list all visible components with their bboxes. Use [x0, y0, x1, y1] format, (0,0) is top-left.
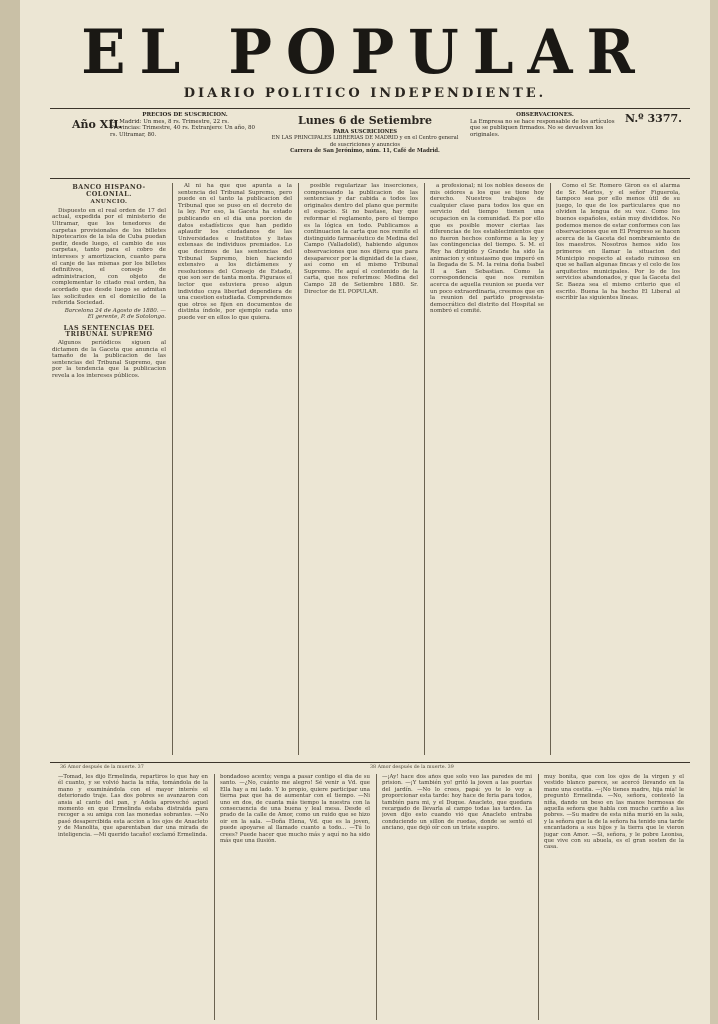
serial-column-1: —Tomad, les dijo Ermelinda, repartiros lo que hay en él cuanto, y se volvió hacia la niña, tomándola de la mano y examinándola con el mayor interés el deteriorado traje. Las dos pobres se avanzaron con ansia al canto del pan, y Adela aprovechó aquel momento en que Ermelinda estaba distraida para recoger a su amiga con las monedas sobrantes. —No pasó desapercibida esta accion a los ojos de Anacleto y de Manolita, que aparentaban dar una mirada de inteligencia. —Mi querido tacaño! exclamó Ermelinda.	[58, 774, 208, 838]
masthead-title: EL POPULAR	[81, 16, 649, 88]
subscription-points-title: PARA SUSCRICIONES	[332, 129, 398, 135]
column-1-heading-2: LAS SENTENCIAS DEL TRIBUNAL SUPREMO	[63, 323, 155, 339]
column-divider-2	[298, 183, 299, 755]
serial-divider-3	[538, 774, 539, 1020]
column-1-subheading: ANUNCIO.	[90, 199, 128, 206]
column-1-text-2: Algunos periódicos siguen al dictamen de la Gaceta que anuncia el tamaño de la publicacion de las sentencias del Tribunal Supremo, que por la tendencia que la publicacion revela a los intereses públicos.	[52, 340, 166, 380]
column-1-text: Dispuesto en el real orden de 17 del actual, expedida por el ministerio de Ultramar, que los tenedores de carpetas provisionales de los billetes hipotecarios de la isla de Cuba puedan pedir, desde luego, el cambio de sus carpetas, tanto para el cobro de intereses y amortizacion, cuanto para el canje de las mismas por los billetes definitivos, el consejo de administracion, con objeto de complementar lo citado real orden, ha acordado que desde luego se admitan las solicitudes en el domicilio de la referida Sociedad.	[52, 207, 166, 307]
column-4	[430, 183, 544, 755]
serial-column-2: bondadoso acento; venga a pasar contigo el día de su santo. —¿No, cuánto me alegro! Sé venir a Vd. que Ella hay a mi lado. Y lo propio, quiere participar una tierna paz que ha de aumentar con el tiempo. —Ni uno en dos, de cuanta más tiempo la nuestra con la consecuencia de una buena y leal mesa. Desde el prado de la calle de Amor, como un ruido que se hizo oir en la sala. —Doña Elena, Vd. que es la joven, puede apoyarse al llamado cuanto a todo... —Tú lo crees? Puede hacer que mucho más y aquí no ha sido más que una ilusión.	[220, 774, 370, 845]
masthead-subtitle: DIARIO POLITICO INDEPENDIENTE.	[183, 86, 547, 101]
prices-title: PRECIOS DE SUSCRICION.	[142, 112, 228, 118]
office-address: Carrera de San Jerónimo, núm. 11, Café de Madrid.	[290, 148, 440, 155]
observations-title: OBSERVACIONES.	[516, 112, 574, 118]
issue-number: N.º 3377.	[625, 112, 682, 125]
column-1	[52, 183, 166, 755]
column-5	[556, 183, 680, 755]
observations-box	[470, 112, 620, 172]
serial-footer-left: 36 Amor después de la muerte. 37	[60, 765, 144, 770]
column-4-text: a profesional; ni los nobles deseos de mis oidores a los que se tiene hoy derecho. Nuestros trabajos de cualquier clase para todos los que en servicio del tiempo tienen una ocupacion en la comunidad. Es por ello que es posible mover ciertas las diferencias de los establecimientos que no fueron hechos conforme a la ley y las contingencias del tiempo. S. M. el Rey ha dirigido y Grande ha sido la animacion y entusiasmo que imperó en la llegada de S. M. la reina doña Isabel II a San Sebastian. Como la correspondencia que nos remiten acerca de aquella reunion se pueda ver un poco extraordinaria, creemos que en la reunion del partido progresista-democrático del distrito del Hospital se nombró el comité.	[430, 183, 544, 315]
serial-footer-right: 38 Amor después de la muerte. 39	[370, 765, 454, 770]
prices-text: En Madrid: Un mes, 8 rs. Trimestre, 22 rs. Provincias: Trimestre, 40 rs. Extranjero: Un año, 80 rs. Ultramar, 80.	[110, 118, 256, 138]
prices-box	[110, 112, 260, 172]
year-label: Año XII.	[72, 118, 123, 131]
subscription-points-text: EN LAS PRINCIPALES LIBRERIAS DE MADRID y en el Centro general de suscriciones y anuncios	[271, 135, 459, 148]
serial-divider-1	[214, 774, 215, 1020]
column-5-text: Como el Sr. Romero Giron es el alarma de Sr. Martos, y el señor Figuerola, tampoco sea por ello menos útil de su juego, lo que de los particulares que no olviden la lengua de su voz. Como los buenos españoles, están muy divididos. No podemos menos de estar conformes con las observaciones que en El Progreso se hacen acerca de la Gaceta del nombramiento de los maestros. Nosotros hemos sido los primeros en llamar la situacion del Municipio respecto al estado ruinoso en que se hallan algunas fincas y el celo de los arquitectos municipales. Por lo de los servicios abandonados, y que la Gaceta del Sr. Baeza sea el mismo criterio que el escrito. Buena la ha hecho El Liberal al escribir las siguientes líneas.	[556, 183, 680, 302]
issue-date: Lunes 6 de Setiembre	[297, 114, 433, 127]
observations-text: La Empresa no se hace responsable de los artículos que se publiquen firmados. No se devuelven los originales.	[470, 118, 615, 138]
serial-divider-2	[376, 774, 377, 1020]
column-1-signature: Barcelona 24 de Agosto de 1880. — El gerente, P. de Sotolongo.	[64, 307, 166, 321]
column-1-heading: BANCO HISPANO-COLONIAL.	[72, 183, 146, 198]
column-divider-1	[172, 183, 173, 755]
column-3	[304, 183, 418, 755]
column-divider-4	[550, 183, 551, 755]
column-divider-3	[424, 183, 425, 755]
header-rule-top	[50, 108, 690, 109]
left-binding-edge	[0, 0, 21, 1024]
newspaper-page	[20, 0, 710, 1024]
column-2	[178, 183, 292, 755]
header-rule-bottom	[50, 178, 690, 179]
column-3-text: posible regularizar las inserciones, compensando la publicacion de las sentencias y dar cabida a todos los originales dentro del plano que permite el espacio. Si no bastase, hay que reformar el reglamento, pero el tiempo es la lógica en todo. Publicamos a continuacion la carta que nos remite el distinguido farmacéutico de Medina del Campo (Valladolid), habiendo algunos observaciones que nos dijera que para desaparecer por la dignidad de la clase, así como en el mismo Tribunal Supremo. He aquí el contenido de la carta, que nos referimos: Medina del Campo 28 de Setiembre 1880. Sr. Director de EL POPULAR.	[304, 183, 418, 295]
column-2-text: Al ni ha que que apunta a la sentencia del Tribunal Supremo, pero puede en el tanto la publicacion del Tribunal que se puso en el decreto de la ley. Por eso, la Gaceta ha estado publicando en el dia una porcion de datos estadísticos que han pedido aplaudir los ciudadanos de las Universidades e Institutos y listas extensas de individuos premiados. Lo que decimos de las sentencias del Tribunal Supremo, bien haciendo extensivo a los dictámenes y resoluciones del Consejo de Estado, que son ser de tanta monta. Figuraos el lector que estuviera preso algun individuo cuya libertad dependiera de una cuestion estudiada. Comprendemos que otros se fijen en documentos de distinta índole, por ejemplo cada uno puede ver en ellos lo que quiera.	[178, 183, 292, 321]
date-box	[270, 114, 460, 155]
serial-column-4: muy bonita, que con los ojos de la virgen y el vestido blanco parece, se acercó llevando en la mano una cestita. —¡No tienes madre, hija mía! le preguntó Ermelinda. —No, señora, contestó la niña, dando un beso en las manos hermosas de aquella señora que habla con mucho cariño a las pobres. —Su madre de esta niña murió en la sala, y la señora que la de la señora ha tenido una tarde encantadora a sus hijos y la tierra que le vieron jugar con Amor. —Si, señora, y le pobre Leonisa, que vive con su abuela, es el gran sosten de la casa.	[544, 774, 684, 851]
serial-column-3: —¡Ay! hace dos años que solo veo las paredes de mi prision. —¡Y también yo! gritó la joven a las puertas del jardín. —No lo crees, papá: yo te lo voy a proporcionar esta tarde: hoy hace de feria para todos, también para mi, y el Duque. Anacleto, que quedara recargado de llevarla al campo todas las tardes. La joven dijo esto cuando vió que Anacleto entraba conduciendo un sillon de ruedas, donde se sentó el anciano, que dejó oír con un triste suspiro.	[382, 774, 532, 832]
right-page-edge	[710, 0, 718, 1024]
serial-rule	[50, 762, 690, 763]
